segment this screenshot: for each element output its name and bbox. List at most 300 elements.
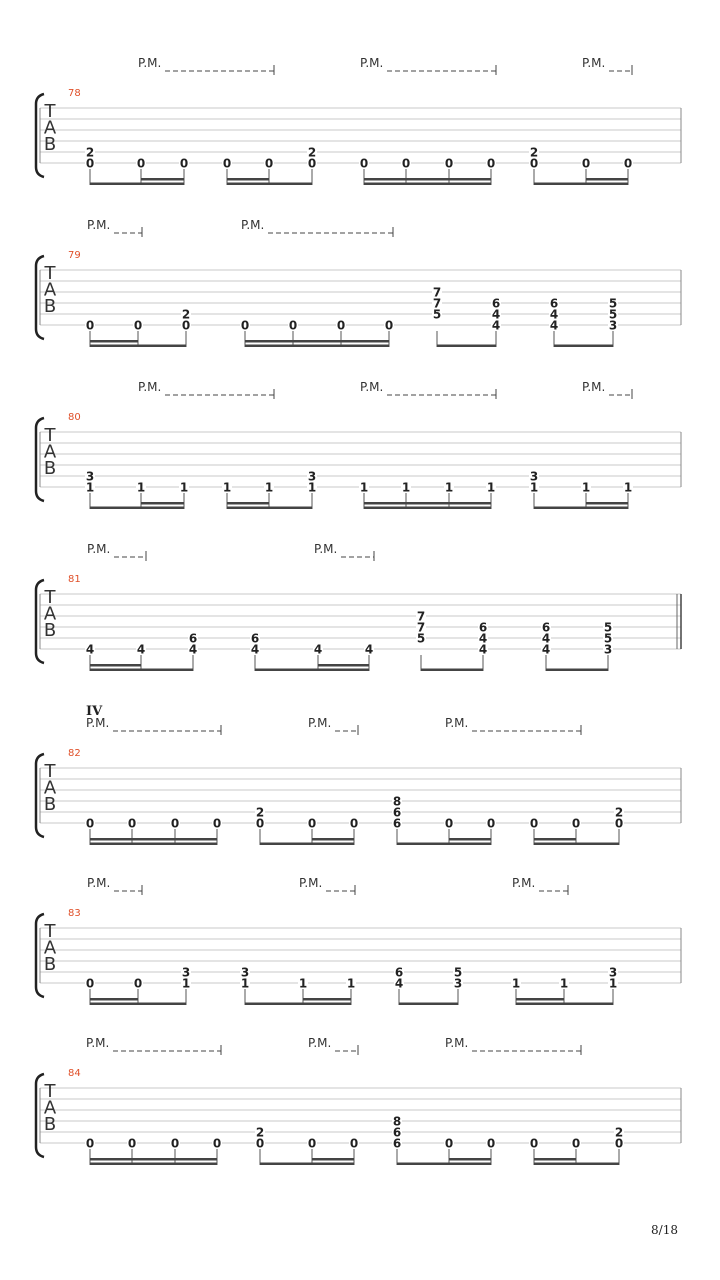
fret-number: 0	[85, 1136, 95, 1151]
tab-clef-letter: B	[43, 134, 57, 155]
note-column	[349, 817, 359, 846]
fret-number: 0	[529, 816, 539, 831]
fret-number: 0	[133, 318, 143, 333]
fret-number: 0	[255, 816, 265, 831]
beam-secondary	[90, 838, 217, 841]
fret-number: 0	[336, 318, 346, 333]
note-column	[529, 817, 539, 846]
beam-primary	[245, 345, 389, 348]
fret-number: 0	[212, 1136, 222, 1151]
beam-secondary	[90, 1158, 217, 1161]
measure-number: 82	[68, 748, 81, 759]
palm-mute-label: P.M.	[360, 380, 384, 394]
beam-primary	[534, 1163, 619, 1166]
note-column	[571, 1137, 581, 1166]
fret-number: 0	[486, 1136, 496, 1151]
beam-primary	[534, 183, 628, 186]
note-column	[288, 319, 298, 348]
fret-number: 4	[394, 976, 404, 991]
tab-system	[36, 876, 681, 1005]
note-column	[529, 1137, 539, 1166]
palm-mute-label: P.M.	[87, 876, 111, 890]
palm-mute-label: P.M.	[308, 1036, 332, 1050]
fret-number: 1	[486, 480, 496, 495]
note-column	[444, 1137, 454, 1166]
tab-system	[36, 1036, 681, 1165]
fret-number: 3	[529, 469, 539, 484]
note-column	[394, 966, 404, 1006]
beam-primary	[364, 507, 491, 510]
fret-number: 3	[608, 318, 618, 333]
palm-mute-label: P.M.	[360, 56, 384, 70]
fret-number: 6	[541, 620, 551, 635]
fret-number: 4	[250, 642, 260, 657]
note-column	[401, 481, 411, 510]
beam-primary	[227, 183, 312, 186]
fret-number: 3	[608, 965, 618, 980]
fret-number: 6	[392, 805, 402, 820]
tab-system	[36, 380, 681, 509]
tab-clef-letter: A	[43, 441, 57, 463]
beam-primary	[437, 345, 496, 348]
measure-number: 79	[68, 250, 81, 261]
note-column	[529, 146, 539, 186]
fret-number: 0	[529, 1136, 539, 1151]
note-column	[364, 643, 374, 672]
fret-number: 4	[549, 307, 559, 322]
fret-number: 1	[298, 976, 308, 991]
fret-number: 6	[478, 620, 488, 635]
fret-number: 0	[222, 156, 232, 171]
note-column	[416, 610, 426, 672]
fret-number: 4	[136, 642, 146, 657]
fret-number: 6	[392, 1125, 402, 1140]
beam-secondary	[586, 502, 628, 505]
palm-mute-label: P.M.	[138, 380, 162, 394]
note-column	[85, 470, 95, 510]
tab-clef-letter: T	[44, 101, 56, 122]
fret-number: 1	[179, 480, 189, 495]
palm-mute-label: P.M.	[86, 1036, 110, 1050]
note-column	[222, 481, 232, 510]
note-column	[486, 157, 496, 186]
beam-secondary	[245, 340, 389, 343]
beam-primary	[90, 183, 184, 186]
fret-number: 1	[529, 480, 539, 495]
fret-number: 4	[364, 642, 374, 657]
note-column	[359, 481, 369, 510]
fret-number: 6	[491, 296, 501, 311]
note-column	[85, 146, 95, 186]
fret-number: 8	[392, 1114, 402, 1129]
tab-clef-letter: B	[43, 1114, 57, 1135]
tab-clef-letter: B	[43, 458, 57, 479]
note-column	[384, 319, 394, 348]
note-column	[444, 481, 454, 510]
note-column	[623, 481, 633, 510]
note-column	[491, 297, 501, 348]
fret-number: 0	[529, 156, 539, 171]
fret-number: 2	[255, 805, 265, 820]
beam-primary	[516, 1003, 613, 1006]
fret-number: 4	[549, 318, 559, 333]
beam-primary	[255, 669, 369, 672]
measure-number: 78	[68, 88, 81, 99]
fret-number: 0	[85, 318, 95, 333]
note-column	[581, 157, 591, 186]
note-column	[133, 977, 143, 1006]
note-column	[85, 1137, 95, 1166]
beam-secondary	[534, 1158, 576, 1161]
palm-mute-label: P.M.	[299, 876, 323, 890]
fret-number: 0	[85, 156, 95, 171]
fret-number: 1	[581, 480, 591, 495]
fret-number: 7	[432, 296, 442, 311]
note-column	[133, 319, 143, 348]
note-column	[541, 621, 551, 672]
note-column	[453, 966, 463, 1006]
beam-secondary	[364, 178, 491, 181]
note-column	[179, 481, 189, 510]
fret-number: 1	[85, 480, 95, 495]
fret-number: 0	[444, 816, 454, 831]
fret-number: 0	[571, 816, 581, 831]
beam-secondary	[318, 664, 369, 667]
fret-number: 0	[349, 1136, 359, 1151]
palm-mute-label: P.M.	[582, 380, 606, 394]
beam-primary	[227, 507, 312, 510]
tab-systems	[36, 56, 681, 1165]
note-column	[559, 977, 569, 1006]
fret-number: 1	[511, 976, 521, 991]
palm-mute-label: P.M.	[86, 716, 110, 730]
tab-clef-letter: A	[43, 117, 57, 139]
note-column	[614, 1126, 624, 1166]
note-column	[346, 977, 356, 1006]
beam-primary	[534, 507, 628, 510]
fret-number: 0	[444, 156, 454, 171]
note-column	[307, 1137, 317, 1166]
fret-number: 4	[313, 642, 323, 657]
fret-number: 1	[264, 480, 274, 495]
measure-number: 80	[68, 412, 81, 423]
measure-number: 83	[68, 908, 81, 919]
fret-number: 2	[529, 145, 539, 160]
fret-number: 0	[623, 156, 633, 171]
note-column	[608, 966, 618, 1006]
note-column	[179, 157, 189, 186]
palm-mute-label: P.M.	[87, 218, 111, 232]
note-column	[511, 977, 521, 1006]
beam-primary	[260, 1163, 354, 1166]
beam-secondary	[312, 1158, 354, 1161]
beam-primary	[554, 345, 613, 348]
fret-number: 7	[416, 620, 426, 635]
note-column	[581, 481, 591, 510]
tab-system	[36, 542, 681, 671]
beam-primary	[90, 669, 193, 672]
beam-primary	[90, 843, 217, 846]
fret-number: 1	[346, 976, 356, 991]
note-column	[136, 481, 146, 510]
beam-primary	[364, 183, 491, 186]
beam-primary	[90, 1003, 186, 1006]
beam-primary	[399, 1003, 458, 1006]
beam-primary	[421, 669, 483, 672]
fret-number: 0	[212, 816, 222, 831]
note-column	[549, 297, 559, 348]
note-column	[85, 977, 95, 1006]
note-column	[212, 817, 222, 846]
note-column	[444, 817, 454, 846]
tab-clef-letter: T	[44, 425, 56, 446]
beam-primary	[397, 843, 491, 846]
tab-clef-letter: T	[44, 1081, 56, 1102]
beam-secondary	[141, 502, 184, 505]
note-column	[250, 632, 260, 672]
note-column	[181, 966, 191, 1006]
fret-number: 6	[394, 965, 404, 980]
fret-number: 0	[307, 1136, 317, 1151]
palm-mute-label: P.M.	[87, 542, 111, 556]
fret-number: 2	[614, 805, 624, 820]
note-column	[307, 146, 317, 186]
measure-number: 84	[68, 1068, 81, 1079]
tab-clef-letter: A	[43, 1097, 57, 1119]
beam-secondary	[90, 998, 138, 1001]
fret-number: 6	[392, 816, 402, 831]
fret-number: 3	[453, 976, 463, 991]
beam-secondary	[227, 502, 269, 505]
fret-number: 1	[222, 480, 232, 495]
beam-secondary	[90, 340, 138, 343]
fret-number: 4	[491, 307, 501, 322]
fret-number: 0	[614, 816, 624, 831]
note-column	[608, 297, 618, 348]
beam-secondary	[516, 998, 564, 1001]
note-column	[392, 1115, 402, 1166]
fret-number: 0	[349, 816, 359, 831]
note-column	[222, 157, 232, 186]
beam-primary	[397, 1163, 491, 1166]
fret-number: 6	[549, 296, 559, 311]
palm-mute-label: P.M.	[308, 716, 332, 730]
fret-number: 0	[170, 1136, 180, 1151]
fret-number: 1	[307, 480, 317, 495]
note-column	[432, 286, 442, 348]
measure-number: 81	[68, 574, 81, 585]
fret-number: 3	[240, 965, 250, 980]
fret-number: 2	[255, 1125, 265, 1140]
fret-number: 1	[359, 480, 369, 495]
tab-clef-letter: A	[43, 279, 57, 301]
beam-primary	[260, 843, 354, 846]
beam-secondary	[303, 998, 351, 1001]
fret-number: 7	[432, 285, 442, 300]
tab-system	[36, 56, 681, 185]
fret-number: 4	[188, 642, 198, 657]
fret-number: 5	[432, 307, 442, 322]
note-column	[571, 817, 581, 846]
note-column	[188, 632, 198, 672]
note-column	[486, 481, 496, 510]
fret-number: 1	[401, 480, 411, 495]
note-column	[170, 817, 180, 846]
fret-number: 0	[179, 156, 189, 171]
beam-primary	[534, 843, 619, 846]
fret-number: 0	[181, 318, 191, 333]
tab-system	[36, 218, 681, 347]
note-column	[444, 157, 454, 186]
palm-mute-label: P.M.	[512, 876, 536, 890]
note-column	[313, 643, 323, 672]
beam-primary	[90, 1163, 217, 1166]
note-column	[603, 621, 613, 672]
fret-number: 0	[444, 1136, 454, 1151]
beam-secondary	[534, 838, 576, 841]
note-column	[85, 817, 95, 846]
fret-number: 1	[444, 480, 454, 495]
fret-number: 5	[603, 631, 613, 646]
beam-secondary	[449, 838, 491, 841]
palm-mute-label: P.M.	[138, 56, 162, 70]
fret-number: 1	[240, 976, 250, 991]
note-column	[240, 966, 250, 1006]
note-column	[127, 1137, 137, 1166]
note-column	[85, 643, 95, 672]
tab-clef-letter: T	[44, 921, 56, 942]
fret-number: 5	[608, 307, 618, 322]
note-column	[392, 795, 402, 846]
fret-number: 4	[491, 318, 501, 333]
fret-number: 4	[541, 642, 551, 657]
beam-primary	[90, 507, 184, 510]
note-column	[212, 1137, 222, 1166]
note-column	[264, 157, 274, 186]
tab-clef-letter: B	[43, 620, 57, 641]
palm-mute-label: P.M.	[241, 218, 265, 232]
fret-number: 0	[170, 816, 180, 831]
fret-number: 0	[127, 816, 137, 831]
fret-number: 0	[85, 816, 95, 831]
fret-number: 0	[359, 156, 369, 171]
tab-system	[36, 704, 681, 845]
fret-number: 3	[603, 642, 613, 657]
fret-number: 0	[307, 156, 317, 171]
beam-secondary	[90, 664, 141, 667]
note-column	[529, 470, 539, 510]
fret-number: 0	[307, 816, 317, 831]
fret-number: 0	[127, 1136, 137, 1151]
fret-number: 1	[136, 480, 146, 495]
fret-number: 0	[240, 318, 250, 333]
fret-number: 0	[401, 156, 411, 171]
palm-mute-label: P.M.	[582, 56, 606, 70]
fret-number: 0	[571, 1136, 581, 1151]
fret-number: 0	[486, 156, 496, 171]
tab-clef-letter: B	[43, 954, 57, 975]
fret-number: 2	[181, 307, 191, 322]
fret-number: 0	[264, 156, 274, 171]
beam-secondary	[141, 178, 184, 181]
note-column	[170, 1137, 180, 1166]
page-number: 8/18	[651, 1223, 678, 1237]
fret-number: 0	[255, 1136, 265, 1151]
fret-number: 5	[453, 965, 463, 980]
note-column	[127, 817, 137, 846]
beam-primary	[245, 1003, 351, 1006]
fret-number: 0	[288, 318, 298, 333]
beam-primary	[546, 669, 608, 672]
fret-number: 0	[581, 156, 591, 171]
beam-secondary	[312, 838, 354, 841]
fret-number: 1	[181, 976, 191, 991]
palm-mute-label: P.M.	[445, 716, 469, 730]
note-column	[307, 470, 317, 510]
beam-secondary	[364, 502, 491, 505]
palm-mute-label: P.M.	[445, 1036, 469, 1050]
note-column	[623, 157, 633, 186]
tab-clef-letter: T	[44, 761, 56, 782]
fret-number: 5	[603, 620, 613, 635]
note-column	[486, 817, 496, 846]
note-column	[255, 1126, 265, 1166]
tab-clef-letter: A	[43, 603, 57, 625]
fret-number: 0	[614, 1136, 624, 1151]
beam-primary	[90, 345, 186, 348]
fret-number: 5	[416, 631, 426, 646]
tab-clef-letter: A	[43, 937, 57, 959]
note-column	[255, 806, 265, 846]
note-column	[359, 157, 369, 186]
note-column	[307, 817, 317, 846]
beam-secondary	[227, 178, 269, 181]
fret-number: 4	[478, 631, 488, 646]
note-column	[336, 319, 346, 348]
fret-number: 0	[133, 976, 143, 991]
tab-clef-letter: B	[43, 296, 57, 317]
fret-number: 0	[384, 318, 394, 333]
fret-number: 2	[307, 145, 317, 160]
note-column	[614, 806, 624, 846]
fret-number: 3	[181, 965, 191, 980]
section-marker: IV	[86, 704, 103, 719]
tab-clef-letter: T	[44, 587, 56, 608]
tab-clef-letter: A	[43, 777, 57, 799]
fret-number: 4	[478, 642, 488, 657]
beam-secondary	[586, 178, 628, 181]
note-column	[486, 1137, 496, 1166]
fret-number: 0	[486, 816, 496, 831]
note-column	[181, 308, 191, 348]
note-column	[85, 319, 95, 348]
fret-number: 2	[614, 1125, 624, 1140]
note-column	[478, 621, 488, 672]
note-column	[264, 481, 274, 510]
fret-number: 3	[307, 469, 317, 484]
fret-number: 0	[136, 156, 146, 171]
fret-number: 2	[85, 145, 95, 160]
fret-number: 1	[559, 976, 569, 991]
fret-number: 4	[85, 642, 95, 657]
palm-mute-label: P.M.	[314, 542, 338, 556]
fret-number: 1	[608, 976, 618, 991]
fret-number: 6	[392, 1136, 402, 1151]
fret-number: 6	[188, 631, 198, 646]
note-column	[349, 1137, 359, 1166]
note-column	[401, 157, 411, 186]
fret-number: 4	[541, 631, 551, 646]
